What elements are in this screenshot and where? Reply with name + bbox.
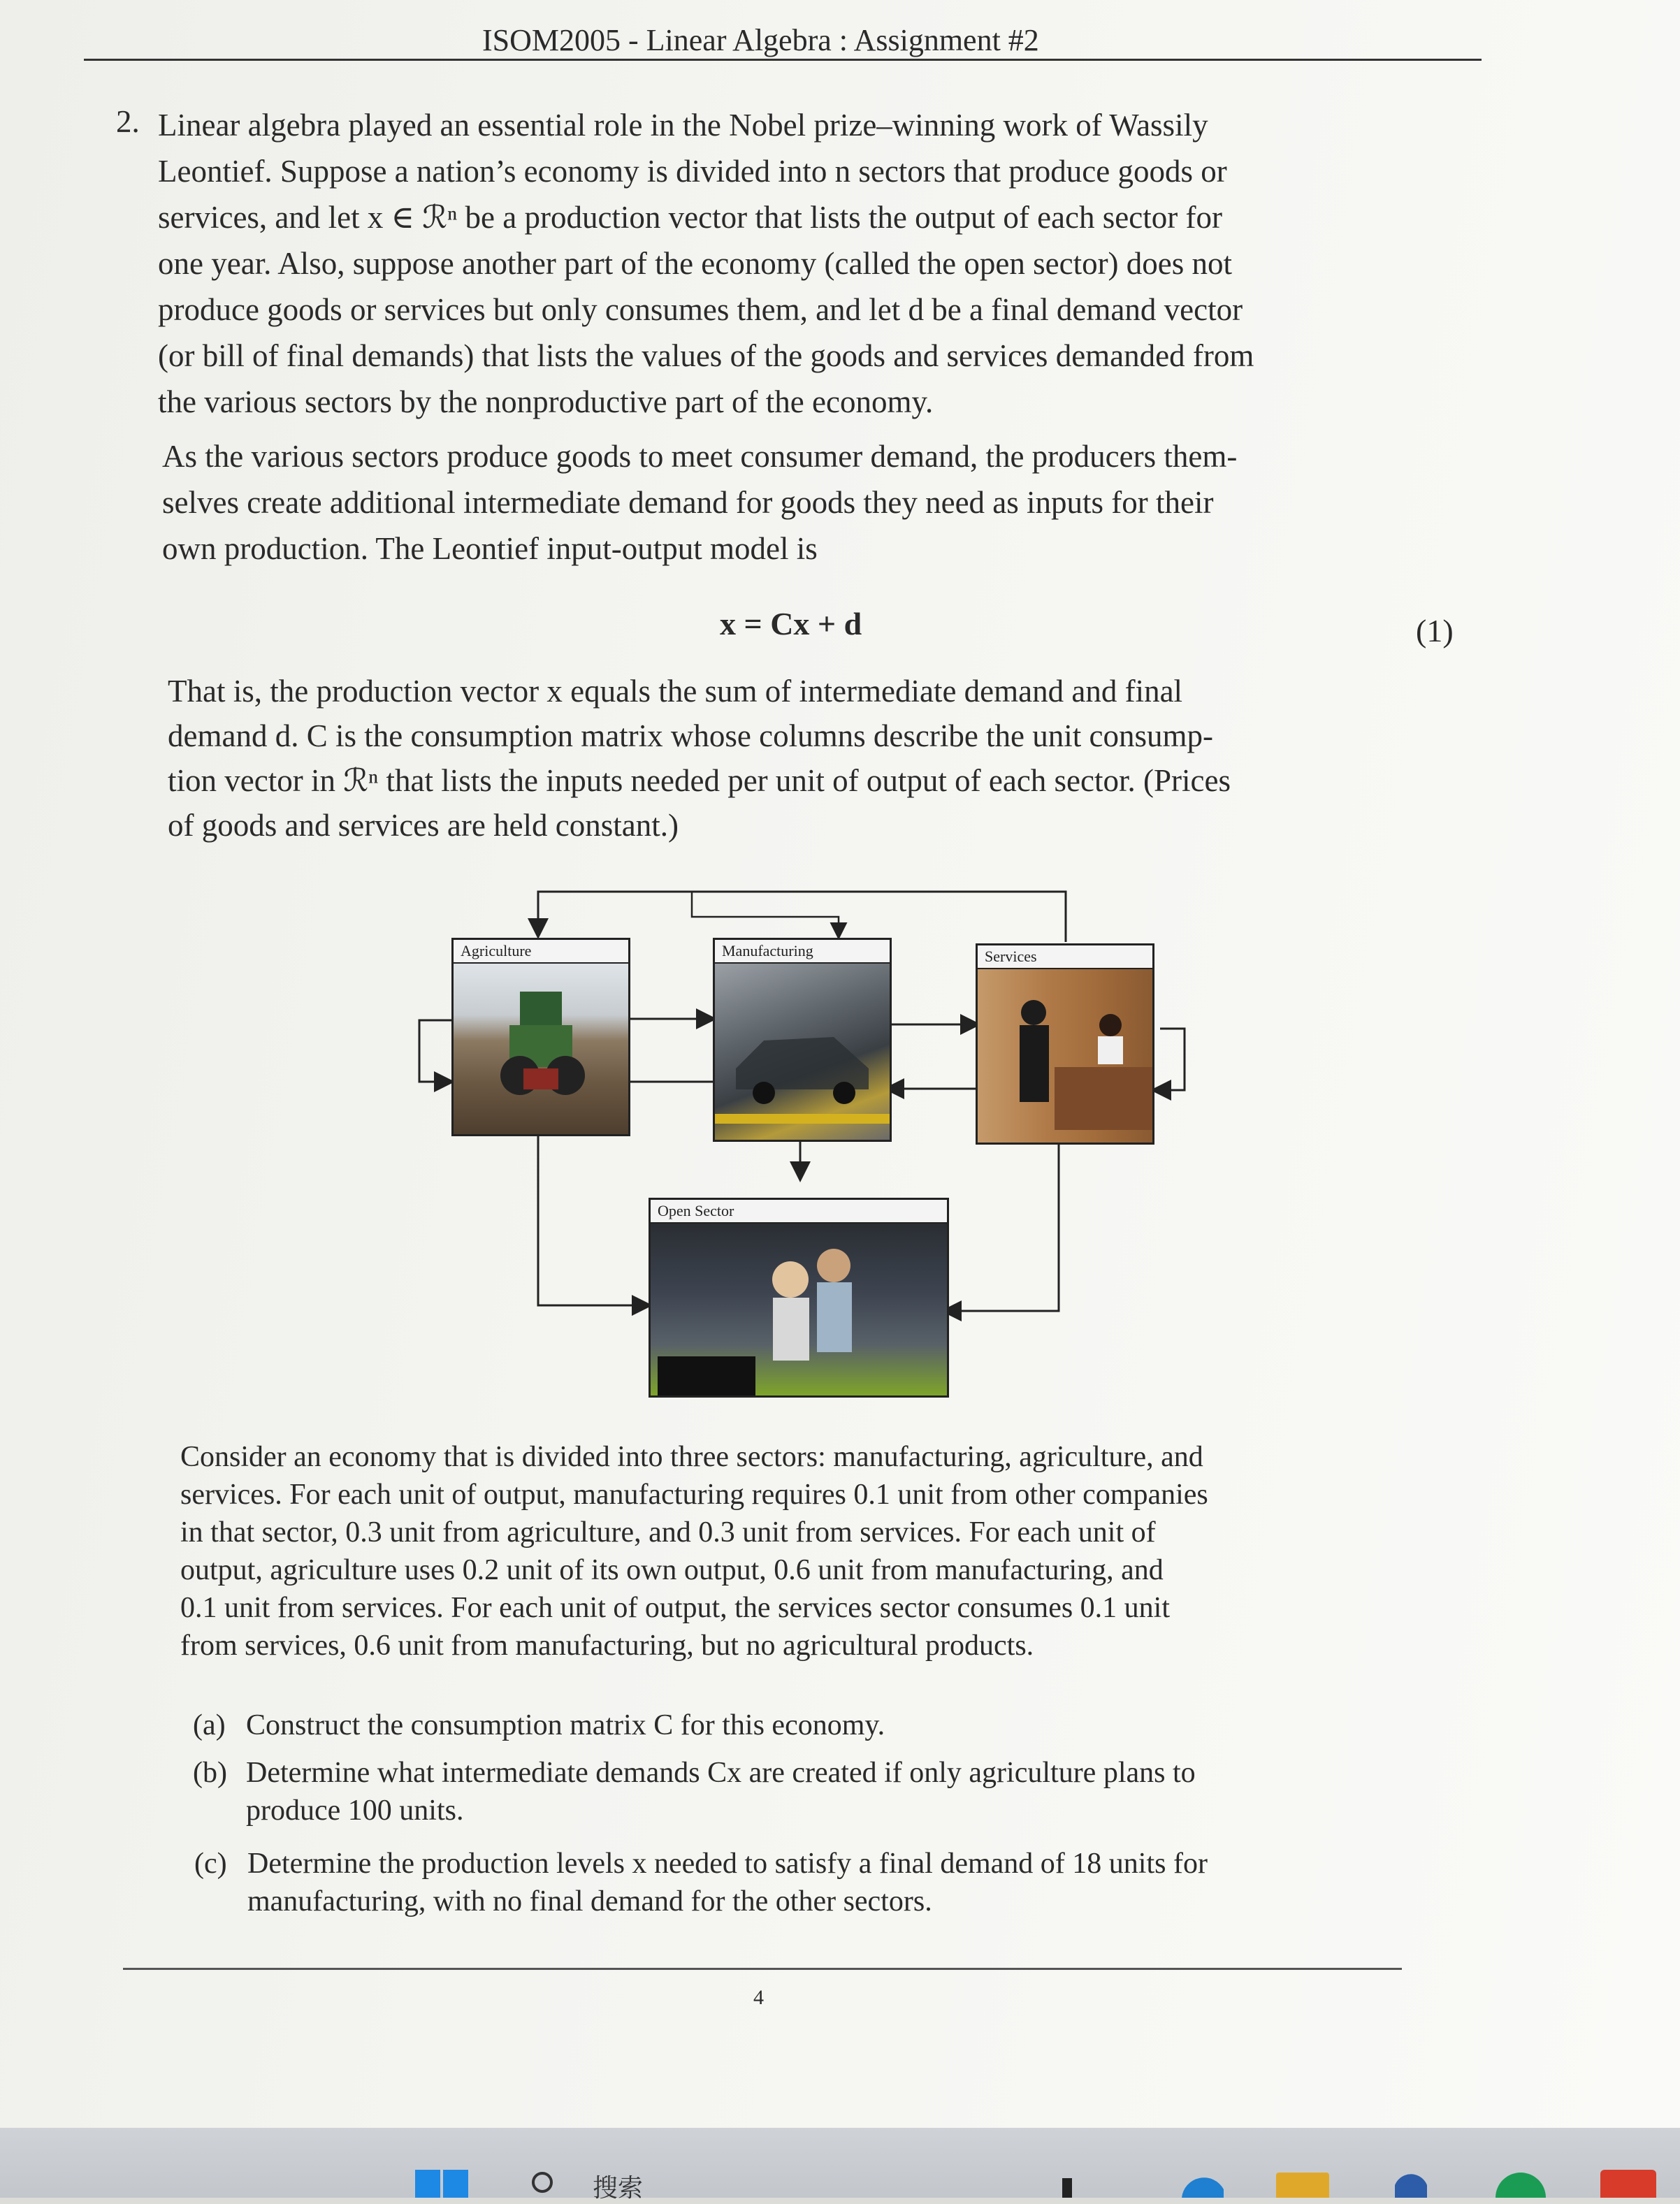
text-line: in that sector, 0.3 unit from agriculture, and 0.3 unit from services. For each unit of xyxy=(180,1516,1156,1549)
reception-desk-icon xyxy=(978,969,1152,1143)
tractor-icon xyxy=(454,964,628,1134)
text-line: Consider an economy that is divided into three sectors: manufacturing, agriculture, and xyxy=(180,1441,1203,1473)
manufacturing-label: Manufacturing xyxy=(715,940,890,964)
problem-number: 2. xyxy=(116,104,140,139)
sector-flow-diagram xyxy=(412,882,1202,1406)
agriculture-label: Agriculture xyxy=(454,940,628,964)
taskbar-app-icon[interactable] xyxy=(1062,2178,1072,2198)
header-title: ISOM2005 - Linear Algebra : Assignment #2 xyxy=(482,23,1039,57)
text-line: from services, 0.6 unit from manufacturing, but no agricultural products. xyxy=(180,1630,1034,1662)
text-line: output, agriculture uses 0.2 unit of its own output, 0.6 unit from manufacturing, and xyxy=(180,1554,1164,1586)
text-line: As the various sectors produce goods to meet consumer demand, the producers them- xyxy=(162,439,1238,474)
reception-photo xyxy=(978,969,1152,1143)
text-line: the various sectors by the nonproductive part of the economy. xyxy=(158,384,934,419)
search-icon xyxy=(528,2168,556,2196)
file-explorer-icon[interactable] xyxy=(1276,2173,1329,2198)
taskbar xyxy=(0,2128,1680,2203)
text-line: of goods and services are held constant.) xyxy=(168,808,679,843)
text-line: services. For each unit of output, manufacturing requires 0.1 unit from other companies xyxy=(180,1479,1208,1511)
equation-leontief: x = Cx + d xyxy=(720,606,862,641)
factory-photo xyxy=(715,964,890,1140)
part-b-text: Determine what intermediate demands Cx are created if only agriculture plans to xyxy=(246,1757,1196,1789)
text-line: demand d. C is the consumption matrix whose columns describe the unit consump- xyxy=(168,718,1214,753)
part-a-text: Construct the consumption matrix C for this economy. xyxy=(246,1709,885,1741)
app-icon[interactable] xyxy=(1395,2171,1427,2198)
text-line: tion vector in ℛⁿ that lists the inputs needed per unit of output of each sector. (Prices xyxy=(168,763,1231,798)
open-sector-label: Open Sector xyxy=(651,1200,947,1224)
shoppers-icon xyxy=(651,1224,947,1395)
page-number: 4 xyxy=(753,1986,764,2009)
text-line: Linear algebra played an essential role in the Nobel prize–winning work of Wassily xyxy=(158,108,1208,143)
text-line: (or bill of final demands) that lists the values of the goods and services demanded from xyxy=(158,338,1254,373)
text-line: Leontief. Suppose a nation’s economy is divided into n sectors that produce goods or xyxy=(158,154,1227,189)
part-c-text: manufacturing, with no final demand for the other sectors. xyxy=(247,1885,932,1917)
text-line: produce goods or services but only consumes them, and let d be a final demand vector xyxy=(158,292,1243,327)
app-red-icon[interactable] xyxy=(1600,2170,1656,2198)
tractor-photo xyxy=(454,964,628,1134)
equation-number: (1) xyxy=(1416,613,1454,648)
open-sector-box xyxy=(649,1198,949,1398)
car-assembly-icon xyxy=(715,964,890,1140)
part-c-label: (c) xyxy=(194,1848,227,1880)
text-line: services, and let x ∈ ℛⁿ be a production vector that lists the output of each sector for xyxy=(158,200,1222,235)
edge-browser-icon[interactable] xyxy=(1178,2168,1227,2198)
agriculture-box xyxy=(451,938,630,1136)
electronics-store-photo xyxy=(651,1224,947,1395)
part-b-text: produce 100 units. xyxy=(246,1795,464,1827)
text-line: 0.1 unit from services. For each unit of output, the services sector consumes 0.1 unit xyxy=(180,1592,1171,1624)
footer-rule xyxy=(123,1968,1402,1970)
windows-start-icon[interactable] xyxy=(415,2170,468,2198)
services-label: Services xyxy=(978,945,1152,969)
manufacturing-box xyxy=(713,938,892,1142)
taskbar-search-box[interactable] xyxy=(528,2163,710,2203)
chrome-icon[interactable] xyxy=(1493,2170,1549,2198)
search-label: 搜索 xyxy=(593,2174,644,2203)
text-line: own production. The Leontief input-output model is xyxy=(162,531,818,566)
part-b-label: (b) xyxy=(193,1757,227,1789)
services-box xyxy=(976,943,1154,1145)
part-c-text: Determine the production levels x needed to satisfy a final demand of 18 units for xyxy=(247,1848,1208,1880)
text-line: That is, the production vector x equals the sum of intermediate demand and final xyxy=(168,674,1183,709)
page-header xyxy=(84,13,1482,61)
part-a-label: (a) xyxy=(193,1709,226,1741)
text-line: selves create additional intermediate demand for goods they need as inputs for their xyxy=(162,485,1214,520)
text-line: one year. Also, suppose another part of the economy (called the open sector) does not xyxy=(158,246,1233,281)
